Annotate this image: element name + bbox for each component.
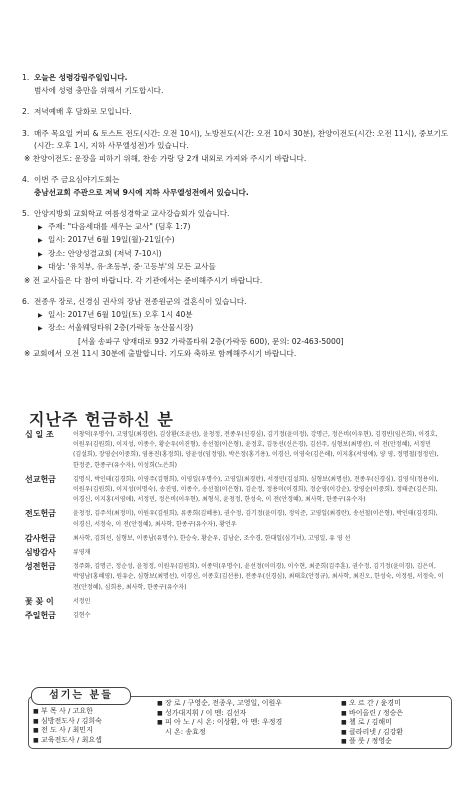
- notice-sub-item: [22, 309, 450, 323]
- square-bullet-icon: ■: [341, 709, 347, 717]
- server-item: [341, 728, 403, 738]
- server-text: 장 로 / 구영순, 전종우, 고영일, 이원우: [165, 699, 283, 707]
- notice-6: [22, 296, 450, 361]
- server-text: 플 룻 / 정영순: [349, 737, 392, 745]
- server-text: 교육전도사 / 최요셉: [41, 735, 102, 744]
- offering-names: 이창덕(우명수), 고영일(최경란), 김상환(조윤선), 윤청정, 전종우(신경심), 김기정(윤미정), 강명근, 정은비(이우현), 김경빈(임은희), 이경호, 이원우(김원희), 이지성, 이종수, 황순우(이진형), 송선철(이은형), 윤정호, 김동선(신은경), 김선주, 심형보(최명선), 이 전(안정혜), 서정민(김설희), 장영순(이중희), 염용진(홍정희), 양윤성(임정영), 박은정(홍기용), 이경신, 이영숙(김은해), 이지홍(서영애), 양 영, 정명철(정정인), 한정준, 한종구(유수자), 이성희(노은희): [73, 431, 439, 469]
- notice-5: [22, 208, 450, 287]
- notice-sub-item: [22, 248, 450, 262]
- notice-sub-item: [22, 261, 450, 275]
- arrow-icon: ▶: [38, 250, 43, 258]
- notice-line: 충남선교회 주관으로 저녁 9시에 지하 사무엘성전에서 있습니다.: [34, 187, 249, 197]
- offering-names: 류영재: [73, 549, 91, 557]
- server-text: 시 온: 송효정: [165, 727, 206, 736]
- notices-list: [22, 72, 450, 370]
- arrow-icon: ▶: [38, 264, 43, 271]
- square-bullet-icon: ■: [341, 738, 347, 745]
- square-bullet-icon: ■: [33, 717, 39, 725]
- server-item: [157, 709, 282, 719]
- notice-sub-text: 장소: 안양성결교회 (저녁 7-10시): [48, 248, 162, 258]
- notice-4: [22, 174, 450, 199]
- offering-names: 정주화, 김명근, 정순성, 윤청정, 이원우(김원희), 이종덕(우명수), 윤선정(이미경), 이수현, 최준희(김주훈), 권수정, 김기정(윤미경), 김은미, 박영남(홍혜영), 원유순, 심형보(최명선), 이경신, 이종호(김선용), 전종우(신경심), 최태호(안정규), 최사학, 최진오, 한성숙, 이정원, 서정숙, 이 전(안정혜), 심희용, 최사학, 한종구(유수자): [73, 563, 444, 591]
- notice-sub-text: 장소: 서울웨딩타워 2층(가락동 농산물시장): [48, 323, 194, 332]
- offering-label: 감사헌금: [25, 533, 56, 543]
- server-item: [341, 718, 403, 728]
- server-text: 전 도 사 / 최민지: [41, 726, 93, 734]
- notice-sub-text: 대상: '유치부, 유·초등부, 중·고등부'의 모든 교사들: [48, 262, 216, 271]
- server-text: 첼 로 / 김해미: [349, 718, 392, 726]
- notice-number: 1.: [22, 73, 30, 82]
- arrow-icon: ▶: [38, 311, 43, 319]
- server-item: [33, 736, 102, 746]
- offering-label: 꽃 꽂 이: [25, 596, 54, 606]
- server-item: [157, 699, 282, 709]
- server-item: [341, 737, 403, 747]
- offering-row: [25, 509, 450, 529]
- notice-note: ※ 전 교사들은 다 참여 바랍니다. 각 기관에서는 준비해주시기 바랍니다.: [24, 275, 263, 285]
- square-bullet-icon: ■: [157, 719, 163, 726]
- servers-title: 섬기는 분들: [31, 687, 131, 705]
- server-item: [33, 707, 102, 717]
- arrow-icon: ▶: [38, 237, 43, 244]
- offering-row: [25, 597, 450, 607]
- arrow-icon: ▶: [38, 223, 43, 231]
- notice-text: 매주 목요일 커피 & 토스트 전도(시간: 오전 10시), 노방전도(시간: 오전 10시 30분), 찬양이전도(시간: 오전 11시), 중보기도(시간: 오후 1시, 지하 사무엘성전)가 있습니다.: [34, 128, 449, 150]
- offering-names: 서정민: [73, 597, 91, 605]
- square-bullet-icon: ■: [341, 728, 347, 736]
- server-text: 심방전도사 / 김희숙: [41, 716, 102, 725]
- square-bullet-icon: ■: [33, 727, 39, 734]
- offering-label: 전도헌금: [25, 509, 56, 519]
- server-item: [341, 699, 403, 709]
- notice-note: ※ 찬양이전도: 운장을 피하기 위해, 찬송 가랑 당 2개 내외로 가져와 주시기 바랍니다.: [24, 153, 307, 163]
- notice-sub-item: [22, 221, 450, 235]
- notice-2: [22, 106, 450, 119]
- square-bullet-icon: ■: [157, 709, 163, 717]
- offering-label: 십 일 조: [25, 430, 54, 439]
- servers-column-2: [157, 699, 282, 737]
- offerings-list: [25, 430, 450, 625]
- server-item: [157, 718, 282, 728]
- square-bullet-icon: ■: [157, 700, 163, 707]
- offering-row: [25, 548, 450, 558]
- notice-number: 6.: [22, 297, 30, 306]
- arrow-icon: ▶: [38, 325, 43, 332]
- offering-row: [25, 475, 450, 506]
- notice-note: ※ 교회에서 오전 11시 30분에 출발합니다. 기도와 축하로 함께해주시기 바랍니다.: [24, 349, 297, 358]
- notice-text: 전종우 장로, 신경심 권사의 장남 전종원군의 결혼식이 있습니다.: [34, 297, 247, 306]
- offering-names: 김현수: [73, 612, 91, 620]
- offering-label: 성전헌금: [25, 562, 56, 572]
- square-bullet-icon: ■: [341, 719, 347, 726]
- notice-line: 범사에 성령 충만을 위해서 기도합시다.: [34, 85, 164, 95]
- servers-column-3: [341, 699, 403, 747]
- server-item: [157, 728, 282, 738]
- notice-number: 5.: [22, 209, 30, 218]
- notice-1: [22, 72, 450, 97]
- offering-label: 심방감사: [25, 548, 56, 558]
- offering-names: 최사학, 김희선, 심형보, 이종남(유명수), 한승숙, 황순우, 김남순, 조수경, 한대일(심기녀), 고영일, 유 영 선: [73, 534, 351, 542]
- square-bullet-icon: ■: [33, 736, 39, 744]
- server-text: 바이올린 / 정승은: [349, 708, 404, 717]
- server-text: 성가대지휘 / 이 멘: 김선자: [165, 708, 247, 717]
- server-item: [33, 726, 102, 736]
- notice-sub-text: 주제: "다음세대를 세우는 교사" (딤후 1:7): [48, 221, 191, 231]
- square-bullet-icon: ■: [341, 700, 347, 707]
- offerings-title: 지난주 헌금하신 분: [29, 410, 174, 429]
- offering-names: 김명식, 박인태(김경희), 이영주(김형희), 이영일(우명수), 고영일(최경란), 서정민(김설희), 심형보(최명선), 전종우(신경심), 김영식(정용이), 이원우(김원희), 이지성(이명숙), 송진영, 이종수, 송선철(이은형), 김순정, 정용미(이경희), 정순영(이강순), 장영순(이중희), 정태준(김은희), 이경신, 이지홍(서영애), 서정민, 정은비(이우현), 최형식, 윤청정, 한성숙, 이 전(안정혜), 최사학, 한종구(유수자): [73, 475, 439, 504]
- server-text: 오 르 간 / 윤경미: [349, 699, 401, 707]
- notice-number: 4.: [22, 175, 30, 184]
- offering-row: [25, 611, 450, 621]
- offering-row: [25, 430, 450, 471]
- offering-names: 윤청정, 김주석(최정미), 이원우(김원희), 류종희(김혜용), 권수정, 김기정(윤미경), 정익준, 고영일(최경란), 송선철(이은형), 박인태(김경희), 이경신, 서정숙, 이 전(안정혜), 최사학, 한종구(유수자), 황언우: [73, 510, 438, 528]
- servers-column-1: [33, 707, 102, 745]
- notice-sub-text: 일시: 2017년 6월 10일(토) 오후 1시 40분: [48, 309, 193, 319]
- square-bullet-icon: ■: [33, 708, 39, 715]
- offering-row: [25, 562, 450, 593]
- offering-label: 선교헌금: [25, 474, 56, 484]
- offering-row: [25, 534, 450, 544]
- notice-sub-item: [22, 322, 450, 336]
- server-item: [341, 709, 403, 719]
- server-text: 클라리넷 / 김강환: [349, 727, 404, 736]
- notice-text: 이번 주 금요심야기도회는: [34, 175, 120, 184]
- notice-address: [서울 송파구 양재대로 932 가락몰타워 2층(가락동 600), 문의: 02-463-5000]: [78, 336, 344, 346]
- server-text: 피 아 노 / 시 온: 이상환, 아 멘: 우정경: [165, 718, 283, 726]
- offering-label: 주일헌금: [25, 611, 56, 621]
- notice-number: 3.: [22, 128, 30, 138]
- notice-title: 오늘은 성령강림주일입니다.: [34, 73, 128, 82]
- notice-text: 안양지방회 교회학교 여름성경학교 교사강습회가 있습니다.: [34, 209, 230, 218]
- notice-text: 저녁예배 후 담화로 모입니다.: [34, 107, 132, 116]
- notice-sub-text: 일시: 2017년 6월 19일(월)-21일(수): [48, 235, 175, 244]
- server-item: [33, 717, 102, 727]
- server-text: 부 목 사 / 고요한: [41, 707, 93, 715]
- notice-number: 2.: [22, 107, 30, 116]
- notice-sub-item: [22, 234, 450, 248]
- notice-3: [22, 128, 450, 166]
